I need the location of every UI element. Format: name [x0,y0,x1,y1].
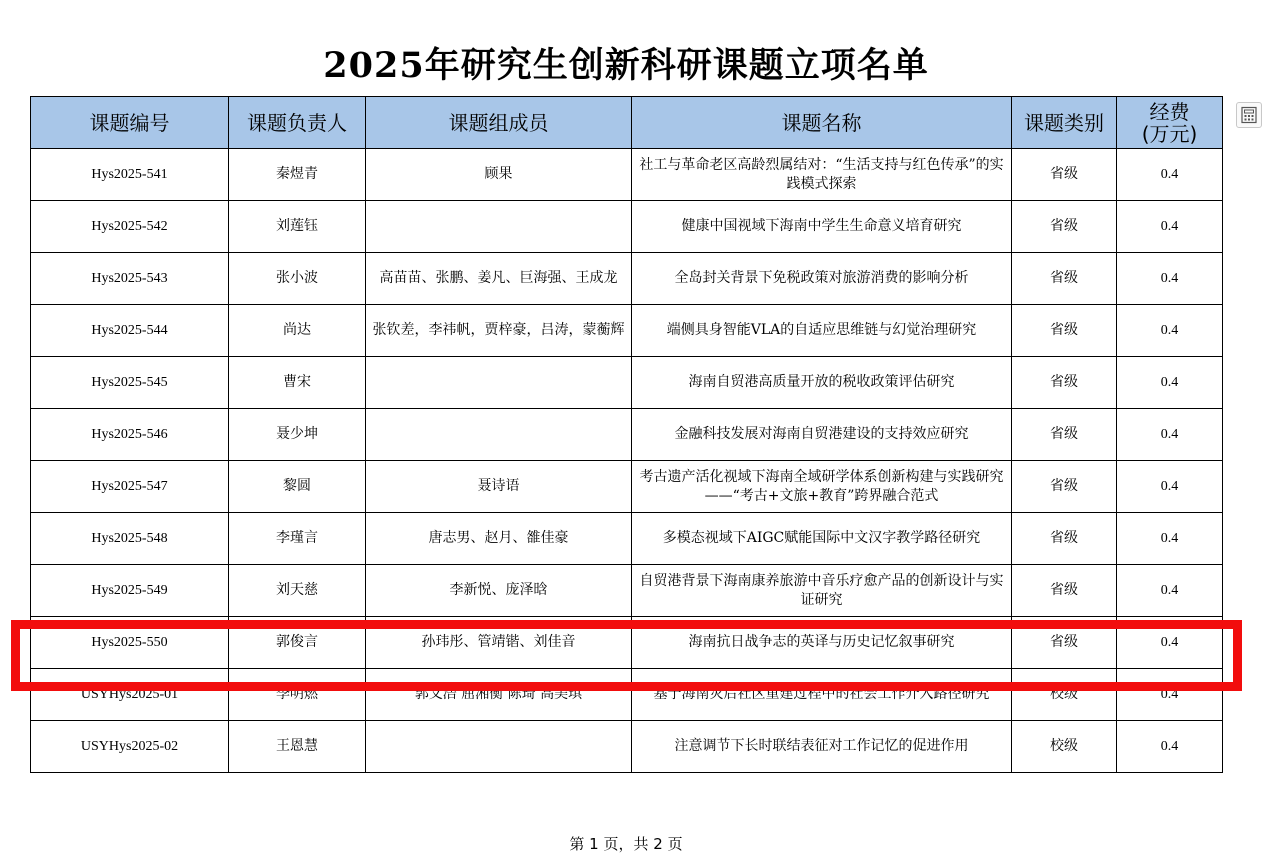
cell-project-name: 注意调节下长时联结表征对工作记忆的促进作用 [632,721,1012,773]
cell-category: 省级 [1012,617,1117,669]
table-row [31,305,1223,357]
cell-leader: 聂少坤 [229,409,366,461]
cell-leader: 张小波 [229,253,366,305]
cell-leader: 尚达 [229,305,366,357]
cell-leader: 李明燃 [229,669,366,721]
cell-code: Hys2025-543 [31,253,229,305]
cell-project-name: 全岛封关背景下免税政策对旅游消费的影响分析 [632,253,1012,305]
table-row [31,253,1223,305]
cell-members [366,409,632,461]
cell-fee: 0.4 [1117,253,1223,305]
cell-project-name: 健康中国视域下海南中学生生命意义培育研究 [632,201,1012,253]
cell-code: Hys2025-547 [31,461,229,513]
cell-leader: 曹宋 [229,357,366,409]
cell-category: 校级 [1012,721,1117,773]
cell-leader: 李瑾言 [229,513,366,565]
document-title: 2025年研究生创新科研课题立项名单 [323,45,929,86]
cell-category: 省级 [1012,357,1117,409]
cell-members: 李新悦、庞泽晗 [366,565,632,617]
cell-category: 省级 [1012,201,1117,253]
cell-members [366,721,632,773]
cell-category: 省级 [1012,513,1117,565]
table-row [31,409,1223,461]
header-fee: 经费 (万元) [1117,97,1223,149]
page-indicator: 第 1 页，共 2 页 [569,835,683,853]
cell-fee: 0.4 [1117,149,1223,201]
header-project-name: 课题名称 [632,97,1012,149]
cell-members [366,201,632,253]
table-row [31,461,1223,513]
cell-project-name: 基于海南灾后社区重建过程中的社会工作介入路径研究 [632,669,1012,721]
cell-leader: 黎圆 [229,461,366,513]
cell-members: 郭文浩 屈湘衡 陈琦 高美琪 [366,669,632,721]
cell-code: Hys2025-549 [31,565,229,617]
cell-leader: 王恩慧 [229,721,366,773]
cell-category: 校级 [1012,669,1117,721]
cell-category: 省级 [1012,461,1117,513]
cell-code: Hys2025-541 [31,149,229,201]
cell-project-name: 社工与革命老区高龄烈属结对：“生活支持与红色传承”的实践模式探索 [632,149,1012,201]
cell-members: 唐志男、赵月、雒佳豪 [366,513,632,565]
cell-fee: 0.4 [1117,201,1223,253]
table-row [31,149,1223,201]
cell-project-name: 自贸港背景下海南康养旅游中音乐疗愈产品的创新设计与实证研究 [632,565,1012,617]
cell-fee: 0.4 [1117,565,1223,617]
table-row [31,357,1223,409]
cell-category: 省级 [1012,565,1117,617]
cell-project-name: 海南抗日战争志的英译与历史记忆叙事研究 [632,617,1012,669]
cell-category: 省级 [1012,409,1117,461]
table-row-highlighted [31,617,1223,669]
cell-leader: 郭俊言 [229,617,366,669]
cell-code: USYHys2025-02 [31,721,229,773]
cell-fee: 0.4 [1117,461,1223,513]
cell-members: 高苗苗、张鹏、姜凡、巨海强、王成龙 [366,253,632,305]
cell-fee: 0.4 [1117,513,1223,565]
cell-members: 聂诗语 [366,461,632,513]
table-row [31,565,1223,617]
cell-project-name: 端侧具身智能VLA的自适应思维链与幻觉治理研究 [632,305,1012,357]
cell-category: 省级 [1012,253,1117,305]
table-row [31,669,1223,721]
cell-fee: 0.4 [1117,305,1223,357]
cell-leader: 秦煜青 [229,149,366,201]
table-row [31,721,1223,773]
header-category: 课题类别 [1012,97,1117,149]
cell-code: USYHys2025-01 [31,669,229,721]
cell-code: Hys2025-542 [31,201,229,253]
cell-code: Hys2025-546 [31,409,229,461]
cell-leader: 刘莲钰 [229,201,366,253]
cell-code: Hys2025-545 [31,357,229,409]
cell-leader: 刘天慈 [229,565,366,617]
cell-project-name: 多模态视域下AIGC赋能国际中文汉字教学路径研究 [632,513,1012,565]
header-leader: 课题负责人 [229,97,366,149]
cell-fee: 0.4 [1117,409,1223,461]
cell-project-name: 考古遗产活化视域下海南全域研学体系创新构建与实践研究——“考古+文旅+教育”跨界融合范式 [632,461,1012,513]
cell-members: 孙玮彤、管靖锴、刘佳音 [366,617,632,669]
cell-project-name: 海南自贸港高质量开放的税收政策评估研究 [632,357,1012,409]
calculator-icon[interactable] [1236,102,1262,128]
header-members: 课题组成员 [366,97,632,149]
cell-code: Hys2025-550 [31,617,229,669]
cell-fee: 0.4 [1117,357,1223,409]
cell-members: 顾果 [366,149,632,201]
table-row [31,201,1223,253]
cell-members [366,357,632,409]
project-list-table [30,96,1223,773]
cell-fee: 0.4 [1117,669,1223,721]
cell-category: 省级 [1012,149,1117,201]
cell-code: Hys2025-544 [31,305,229,357]
cell-project-name: 金融科技发展对海南自贸港建设的支持效应研究 [632,409,1012,461]
cell-fee: 0.4 [1117,617,1223,669]
header-code: 课题编号 [31,97,229,149]
table-row [31,513,1223,565]
cell-code: Hys2025-548 [31,513,229,565]
cell-members: 张钦差，李祎帆，贾梓豪，吕涛，蒙蘅辉 [366,305,632,357]
cell-category: 省级 [1012,305,1117,357]
cell-fee: 0.4 [1117,721,1223,773]
table-header-row [31,97,1223,149]
